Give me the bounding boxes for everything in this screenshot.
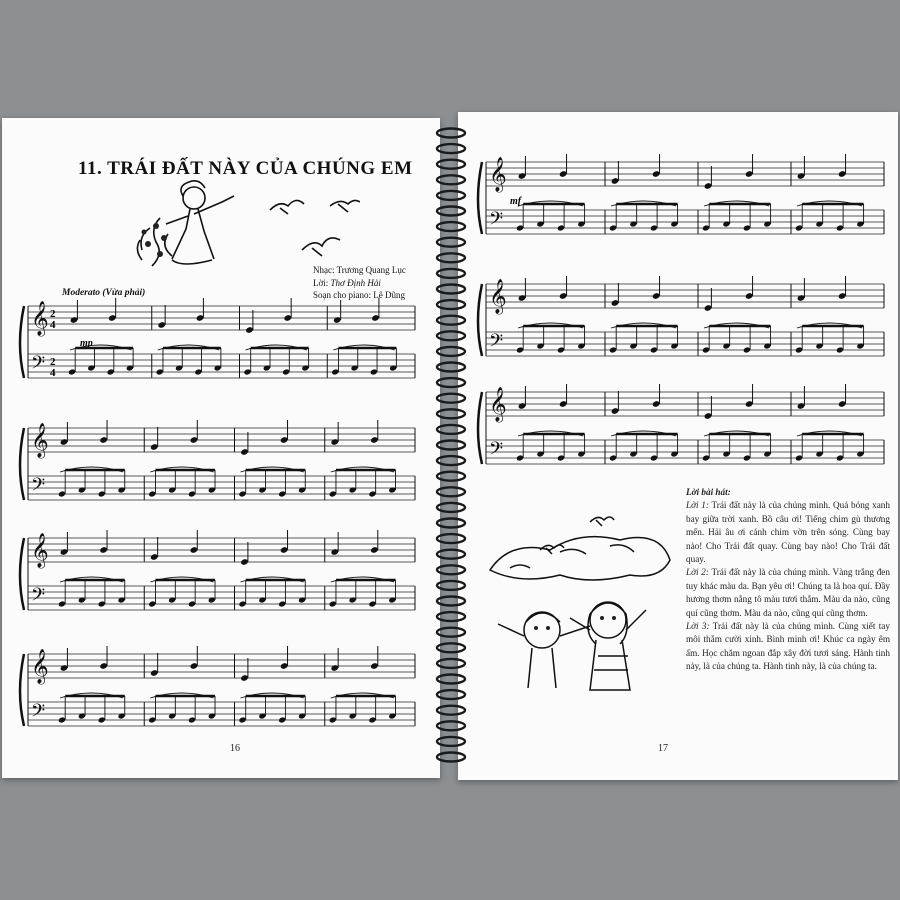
spiral-coil: [437, 160, 465, 169]
spiral-coil: [437, 425, 465, 434]
spiral-coil: [437, 690, 465, 699]
time-signature: 4: [50, 367, 56, 379]
lyricist-credit: Lời: Thơ Định Hải: [313, 277, 381, 288]
spiral-coil: [437, 737, 465, 746]
lyrics-heading: Lời bài hát:: [686, 487, 731, 497]
bass-clef: 𝄢: [31, 584, 46, 609]
spiral-coil: [437, 503, 465, 512]
verse-1: Lời 1: Trái đất này là của chúng mình. Quả bóng xanh bay giữa trời xanh. Bồ câu ơi! Tiếng chim gù thương mến. Hải âu ơi cánh chim vờn trên sóng. Cùng bay nào! Cho Trái đất quay. Cùng bay nào! Cho Trái đất quay.: [686, 500, 890, 565]
spiral-coil: [437, 285, 465, 294]
dynamic-mp: mp: [80, 338, 93, 349]
spiral-coil: [437, 519, 465, 528]
spiral-coil: [437, 207, 465, 216]
song-credits: [313, 264, 406, 302]
bass-clef: 𝄢: [489, 208, 504, 233]
treble-clef: 𝄞: [489, 158, 507, 191]
spiral-coil: [437, 612, 465, 621]
dynamic-mf: mf: [510, 196, 522, 207]
bass-clef: 𝄢: [31, 474, 46, 499]
composer-credit: Nhạc: Trương Quang Lục: [313, 265, 406, 275]
children-with-birds-illustration: [480, 490, 680, 700]
verse-3: Lời 3: Trái đất này là của chúng mình. Cùng xiết tay môi thắm cười xinh. Bình minh ơi! Khúc ca ngày êm ấm. Học chăm ngoan đắp xây đời tươi sáng. Hành tinh này, là của chúng ta. Hành tinh này, là của chúng ta.: [686, 621, 890, 672]
verse-2: Lời 2: Trái đất này là của chúng mình. Vàng trắng đen tuy khác màu da. Bạn yêu ơi! Chúng ta là hoa quí. Đầy hương thơm nắng tô màu tươi thắm. Màu da nào, cũng quí cũng thơm. Màu da nào, cũng quí cũng thơm.: [686, 567, 890, 618]
spiral-coil: [437, 144, 465, 153]
spiral-coil: [437, 472, 465, 481]
spiral-coil: [437, 300, 465, 309]
spiral-coil: [437, 441, 465, 450]
spiral-coil: [437, 269, 465, 278]
spiral-coil: [437, 191, 465, 200]
arranger-credit: Soạn cho piano: Lê Dũng: [313, 290, 405, 300]
spiral-coil: [437, 253, 465, 262]
bass-clef: 𝄢: [31, 352, 46, 377]
song-title: 11. TRÁI ĐẤT NÀY CỦA CHÚNG EM: [78, 158, 413, 179]
tempo-marking: Moderato (Vừa phải): [62, 288, 146, 298]
treble-clef: 𝄞: [31, 650, 49, 683]
spiral-coil: [437, 659, 465, 668]
treble-clef: 𝄞: [31, 302, 49, 335]
spiral-coil: [437, 175, 465, 184]
spiral-coil: [437, 643, 465, 652]
spiral-coil: [437, 534, 465, 543]
time-signature: 4: [50, 319, 56, 331]
treble-clef: 𝄞: [31, 424, 49, 457]
spiral-coil: [437, 581, 465, 590]
spiral-coil: [437, 394, 465, 403]
spiral-coil: [437, 222, 465, 231]
spiral-coil: [437, 363, 465, 372]
spiral-coil: [437, 565, 465, 574]
spiral-binding: [433, 125, 469, 775]
spiral-coil: [437, 347, 465, 356]
bass-clef: 𝄢: [31, 700, 46, 725]
bass-clef: 𝄢: [489, 330, 504, 355]
spiral-coil: [437, 238, 465, 247]
spiral-coil: [437, 550, 465, 559]
time-signature: 2: [50, 308, 56, 320]
spiral-coil: [437, 706, 465, 715]
page-number-left: 16: [230, 743, 240, 754]
spiral-coil: [437, 721, 465, 730]
time-signature: 2: [50, 356, 56, 368]
bass-clef: 𝄢: [489, 438, 504, 463]
spiral-coil: [437, 675, 465, 684]
treble-clef: 𝄞: [489, 280, 507, 313]
spiral-coil: [437, 597, 465, 606]
treble-clef: 𝄞: [489, 388, 507, 421]
spiral-coil: [437, 409, 465, 418]
spiral-coil: [437, 456, 465, 465]
spiral-coil: [437, 628, 465, 637]
spiral-coil: [437, 753, 465, 762]
spiral-coil: [437, 331, 465, 340]
spiral-coil: [437, 129, 465, 138]
lyrics-section: [686, 486, 890, 674]
spiral-coil: [437, 316, 465, 325]
spiral-coil: [437, 487, 465, 496]
page-number-right: 17: [658, 743, 668, 754]
spiral-coil: [437, 378, 465, 387]
treble-clef: 𝄞: [31, 534, 49, 567]
girl-with-birds-illustration: [120, 178, 360, 278]
